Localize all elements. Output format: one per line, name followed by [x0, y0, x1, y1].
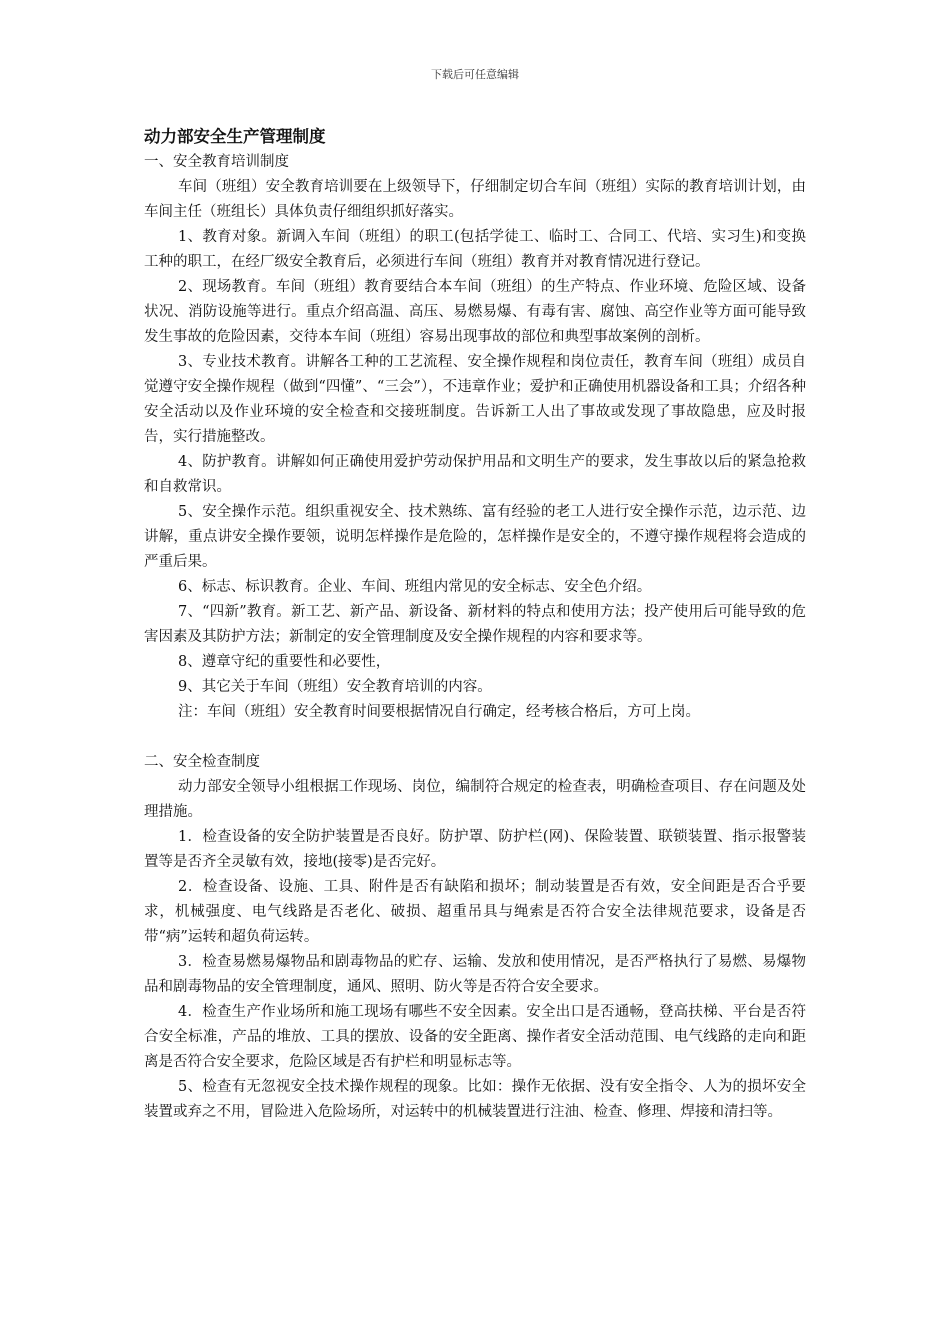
section-heading: 一、安全教育培训制度	[144, 154, 289, 170]
paragraph: 1、教育对象。新调入车间（班组）的职工(包括学徒工、临时工、合同工、代培、实习生)和变换工种的职工，在经厂级安全教育后，必须进行车间（班组）教育并对教育情况进行登记。	[144, 229, 806, 270]
section-heading: 二、安全检查制度	[144, 754, 260, 770]
paragraph: 车间（班组）安全教育培训要在上级领导下，仔细制定切合车间（班组）实际的教育培训计划，由车间主任（班组长）具体负责仔细组织抓好落实。	[144, 179, 806, 220]
paragraph: 6、标志、标识教育。企业、车间、班组内常见的安全标志、安全色介绍。	[178, 579, 652, 595]
paragraph: 3．检查易燃易爆物品和剧毒物品的贮存、运输、发放和使用情况，是否严格执行了易燃、易爆物品和剧毒物品的安全管理制度，通风、照明、防火等是否符合安全要求。	[144, 954, 806, 995]
paragraph: 2．检查设备、设施、工具、附件是否有缺陷和损坏；制动装置是否有效，安全间距是否合乎要求，机械强度、电气线路是否老化、破损、超重吊具与绳索是否符合安全法律规范要求，设备是否带“病”运转和超负荷运转。	[144, 879, 806, 945]
paragraph: 5、检查有无忽视安全技术操作规程的现象。比如：操作无依据、没有安全指令、人为的损坏安全装置或弃之不用，冒险进入危险场所，对运转中的机械装置进行注油、检查、修理、焊接和清扫等。	[144, 1079, 806, 1120]
paragraph: 3、专业技术教育。讲解各工种的工艺流程、安全操作规程和岗位责任，教育车间（班组）成员自觉遵守安全操作规程（做到“四懂”、“三会”），不违章作业；爱护和正确使用机器设备和工具；介绍各种安全活动以及作业环境的安全检查和交接班制度。告诉新工人出了事故或发现了事故隐患，应及时报告，实行措施整改。	[144, 354, 806, 445]
paragraph: 1．检查设备的安全防护装置是否良好。防护罩、防护栏(网)、保险装置、联锁装置、指示报警装置等是否齐全灵敏有效，接地(接零)是否完好。	[144, 829, 806, 870]
document-title: 动力部安全生产管理制度	[144, 127, 326, 146]
paragraph: 8、遵章守纪的重要性和必要性，	[178, 654, 391, 670]
paragraph: 4、防护教育。讲解如何正确使用爱护劳动保护用品和文明生产的要求，发生事故以后的紧急抢救和自救常识。	[144, 454, 806, 495]
section-spacer	[144, 725, 806, 750]
page-header: 下载后可任意编辑	[431, 68, 519, 81]
note-paragraph: 注：车间（班组）安全教育时间要根据情况自行确定，经考核合格后，方可上岗。	[178, 704, 700, 720]
paragraph: 2、现场教育。车间（班组）教育要结合本车间（班组）的生产特点、作业环境、危险区域、设备状况、消防设施等进行。重点介绍高温、高压、易燃易爆、有毒有害、腐蚀、高空作业等方面可能导致发生事故的危险因素，交待本车间（班组）容易出现事故的部位和典型事故案例的剖析。	[144, 279, 806, 345]
paragraph: 5、安全操作示范。组织重视安全、技术熟练、富有经验的老工人进行安全操作示范，边示范、边讲解，重点讲安全操作要领，说明怎样操作是危险的，怎样操作是安全的，不遵守操作规程将会造成的严重后果。	[144, 504, 806, 570]
paragraph: 9、其它关于车间（班组）安全教育培训的内容。	[178, 679, 492, 695]
paragraph: 动力部安全领导小组根据工作现场、岗位，编制符合规定的检查表，明确检查项目、存在问题及处理措施。	[144, 779, 806, 820]
paragraph: 7、“四新”教育。新工艺、新产品、新设备、新材料的特点和使用方法；投产使用后可能导致的危害因素及其防护方法；新制定的安全管理制度及安全操作规程的内容和要求等。	[144, 604, 806, 645]
paragraph: 4．检查生产作业场所和施工现场有哪些不安全因素。安全出口是否通畅，登高扶梯、平台是否符合安全标准，产品的堆放、工具的摆放、设备的安全距离、操作者安全活动范围、电气线路的走向和距离是否符合安全要求，危险区域是否有护栏和明显标志等。	[144, 1004, 806, 1070]
document-body	[144, 124, 806, 1125]
